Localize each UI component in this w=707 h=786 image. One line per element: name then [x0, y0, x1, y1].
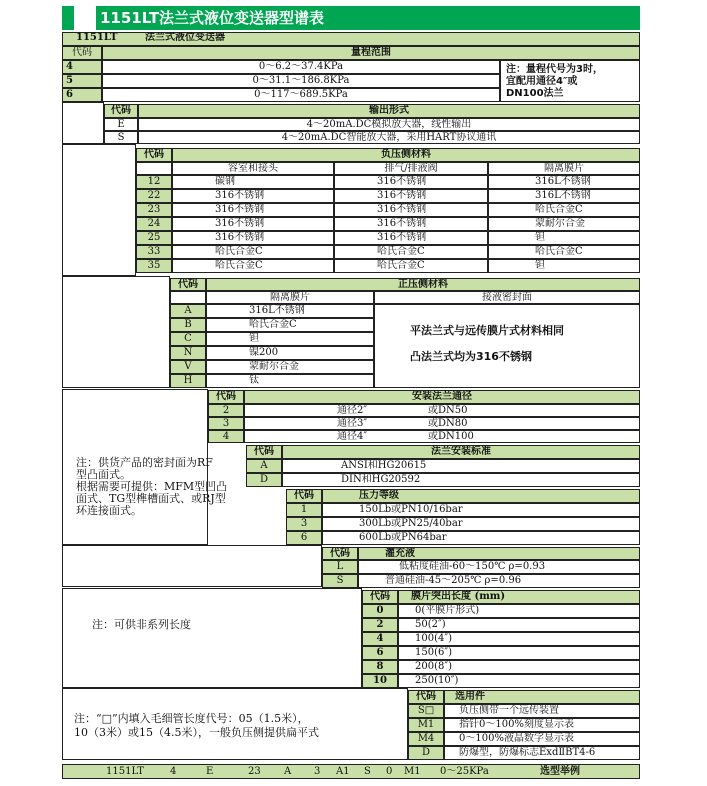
ext-row-value: 250(10″) [398, 674, 640, 688]
pos-row-value: 钽 [206, 332, 374, 346]
fill-row-value: 普通硅油-45～205℃ ρ=0.96 [358, 574, 640, 588]
pressure-code-header: 代码 [286, 489, 322, 503]
pos-row-value: 钛 [206, 374, 374, 388]
ext-row-code: 2 [362, 618, 398, 632]
output-left-pad [62, 102, 104, 144]
example-span: 0～25KPa [440, 766, 489, 777]
neg-row-b: 316不锈钢 [334, 189, 488, 203]
output-value-s: 4～20mA.DC智能放大器，采用HART协议通讯 [138, 131, 640, 144]
range-title: 量程范围 [102, 46, 640, 60]
neg-row-a: 哈氏合金C [172, 245, 334, 259]
neg-row-b: 316不锈钢 [334, 217, 488, 231]
pos-row-value: 哈氏合金C [206, 318, 374, 332]
pos-left-pad [62, 276, 170, 388]
ext-note: 注：可供非系列长度 [92, 618, 191, 631]
neg-row-b: 316不锈钢 [334, 231, 488, 245]
dia-row-code: 4 [208, 430, 244, 443]
opt-row-code: M1 [408, 718, 444, 732]
pos-row-code: A [170, 304, 206, 318]
dia-row-code: 2 [208, 404, 244, 417]
dia-title: 安装法兰通径 [244, 390, 640, 404]
neg-row-code: 12 [136, 175, 172, 189]
ext-row-code: 10 [362, 674, 398, 688]
ext-row-code: 4 [362, 632, 398, 646]
neg-left-pad [62, 144, 136, 276]
example-pos: A [284, 766, 292, 777]
pressure-row-value: 600Lb或PN64bar [322, 531, 640, 545]
neg-col1: 容室和接头 [172, 162, 334, 175]
fill-code-header: 代码 [322, 547, 358, 560]
pos-code-header: 代码 [170, 278, 206, 291]
pos-col2: 接液密封面 [374, 291, 640, 304]
pos-row-code: H [170, 374, 206, 388]
fill-row-value: 低粘度硅油-60～150℃ ρ=0.93 [358, 560, 640, 574]
dia-row-a: 通径3″ [244, 417, 640, 430]
fill-left-pad [62, 545, 322, 587]
dia-row-b: 或DN80 [428, 418, 468, 429]
pressure-row-code: 3 [286, 517, 322, 531]
example-model: 1151LT [106, 766, 144, 777]
neg-code-header: 代码 [136, 148, 172, 162]
opt-code-header: 代码 [408, 690, 444, 704]
dia-row-code: 3 [208, 417, 244, 430]
pos-row-value: 镍200 [206, 346, 374, 360]
example-dia: 3 [314, 766, 321, 777]
neg-row-c: 哈氏合金C [488, 203, 640, 217]
neg-row-c: 316L不锈钢 [488, 189, 640, 203]
pressure-row-code: 1 [286, 503, 322, 517]
dia-row-b: 或DN100 [428, 431, 474, 442]
std-title: 法兰安装标准 [282, 445, 640, 459]
example-neg: 23 [248, 766, 261, 777]
neg-col3: 隔离膜片 [488, 162, 640, 175]
pressure-row-value: 150Lb或PN10/16bar [322, 503, 640, 517]
neg-col-blank [136, 162, 172, 175]
neg-row-code: 22 [136, 189, 172, 203]
ext-code-header: 代码 [362, 590, 398, 604]
dia-code-header: 代码 [208, 390, 244, 404]
neg-row-a: 316不锈钢 [172, 189, 334, 203]
neg-row-code: 35 [136, 259, 172, 273]
pos-row-code: B [170, 318, 206, 332]
fill-title: 灌充液 [358, 547, 640, 560]
neg-row-b: 哈氏合金C [334, 259, 488, 273]
opt-row-value: 负压侧带一个远传装置 [444, 704, 640, 718]
ext-row-code: 8 [362, 660, 398, 674]
range-code-4: 4 [62, 60, 102, 74]
ext-row-code: 6 [362, 646, 398, 660]
pressure-row-code: 6 [286, 531, 322, 545]
example-label: 选型举例 [540, 766, 580, 777]
pos-col1: 隔离膜片 [206, 291, 374, 304]
range-note: 注：量程代号为3时， 宜配用通径4″或 DN100法兰 [506, 64, 603, 99]
pressure-row-value: 300Lb或PN25/40bar [322, 517, 640, 531]
opt-note: 注：“□”内填入毛细管长度代号：05（1.5米）， 10（3米）或15（4.5米），一般负压侧提供扁平式 [74, 712, 319, 739]
output-title: 输出形式 [138, 104, 640, 118]
title-white-block [74, 6, 96, 30]
pos-row-value: 316L不锈钢 [206, 304, 374, 318]
opt-title: 选用件 [444, 690, 640, 704]
neg-row-c: 哈氏合金C [488, 245, 640, 259]
std-row-code: D [246, 473, 282, 487]
example-output: E [206, 766, 214, 777]
example-range: 4 [170, 766, 177, 777]
range-code-5: 5 [62, 74, 102, 88]
std-row-value: DIN和HG20592 [282, 473, 640, 487]
ext-row-code: 0 [362, 604, 398, 618]
output-code-e: E [104, 118, 138, 131]
neg-row-a: 哈氏合金C [172, 259, 334, 273]
ext-note-box [62, 588, 362, 688]
pos-seal-note-1: 平法兰式与远传膜片式材料相同 [410, 324, 564, 337]
opt-row-code: D [408, 746, 444, 760]
neg-row-code: 24 [136, 217, 172, 231]
neg-row-code: 33 [136, 245, 172, 259]
pos-seal-box [374, 304, 640, 388]
pos-row-code: C [170, 332, 206, 346]
neg-row-a: 316不锈钢 [172, 203, 334, 217]
example-opt: M1 [404, 766, 421, 777]
pos-row-code: N [170, 346, 206, 360]
neg-row-b: 哈氏合金C [334, 245, 488, 259]
pos-row-value: 蒙耐尔合金 [206, 360, 374, 374]
dia-row-a: 通径2″ [244, 404, 640, 417]
page-title: 1151LT法兰式液位变送器型谱表 [100, 9, 325, 27]
dia-row-a: 通径4″ [244, 430, 640, 443]
opt-row-code: M4 [408, 732, 444, 746]
pos-row-code: V [170, 360, 206, 374]
pos-title: 正压侧材料 [206, 278, 640, 291]
example-fill: S [364, 766, 371, 777]
pos-seal-note-2: 凸法兰式均为316不锈钢 [410, 350, 532, 363]
neg-row-a: 碳钢 [172, 175, 334, 189]
std-note: 注：供货产品的密封面为RF 型凸面式。 根据需要可提供：MFM型凹凸 面式、TG型榫槽面式、或RJ型 环连接面式。 [76, 456, 228, 517]
fill-row-code: S [322, 574, 358, 588]
dia-row-b: 或DN50 [428, 405, 468, 416]
fill-row-code: L [322, 560, 358, 574]
range-code-header: 代码 [62, 46, 102, 60]
neg-row-code: 25 [136, 231, 172, 245]
opt-row-value: 指针0～100%刻度显示表 [444, 718, 640, 732]
neg-row-c: 316L不锈钢 [488, 175, 640, 189]
model-code: 1151LT [76, 32, 118, 43]
output-code-s: S [104, 131, 138, 144]
output-code-header: 代码 [104, 104, 138, 118]
std-row-code: A [246, 459, 282, 473]
example-ext: 0 [386, 766, 393, 777]
neg-row-c: 钽 [488, 231, 640, 245]
ext-row-value: 50(2″) [398, 618, 640, 632]
opt-row-value: 防爆型，防爆标志ExdⅡBT4-6 [444, 746, 640, 760]
std-row-value: ANSI和HG20615 [282, 459, 640, 473]
ext-row-value: 150(6″) [398, 646, 640, 660]
range-code-6: 6 [62, 88, 102, 102]
opt-row-code: S□ [408, 704, 444, 718]
ext-row-value: 0(平膜片形式) [398, 604, 640, 618]
range-value-6: 0～117～689.5KPa [102, 88, 500, 102]
neg-title: 负压侧材料 [172, 148, 640, 162]
ext-title: 膜片突出长度 (mm) [398, 590, 640, 604]
model-name: 法兰式液位变送器 [145, 32, 225, 43]
std-note-box [62, 389, 208, 545]
output-value-e: 4～20mA.DC模拟放大器，线性输出 [138, 118, 640, 131]
neg-row-b: 316不锈钢 [334, 175, 488, 189]
pos-col-blank [170, 291, 206, 304]
range-value-4: 0～6.2～37.4KPa [102, 60, 500, 74]
neg-row-c: 钽 [488, 259, 640, 273]
range-value-5: 0～31.1～186.8KPa [102, 74, 500, 88]
ext-row-value: 200(8″) [398, 660, 640, 674]
example-std: A1 [336, 766, 350, 777]
opt-row-value: 0～100%液晶数字显示表 [444, 732, 640, 746]
neg-row-c: 蒙耐尔合金 [488, 217, 640, 231]
ext-row-value: 100(4″) [398, 632, 640, 646]
neg-row-a: 316不锈钢 [172, 217, 334, 231]
neg-col2: 排气/排液阀 [334, 162, 488, 175]
neg-row-a: 316不锈钢 [172, 231, 334, 245]
pressure-title: 压力等级 [322, 489, 640, 503]
neg-row-b: 316不锈钢 [334, 203, 488, 217]
neg-row-code: 23 [136, 203, 172, 217]
std-code-header: 代码 [246, 445, 282, 459]
